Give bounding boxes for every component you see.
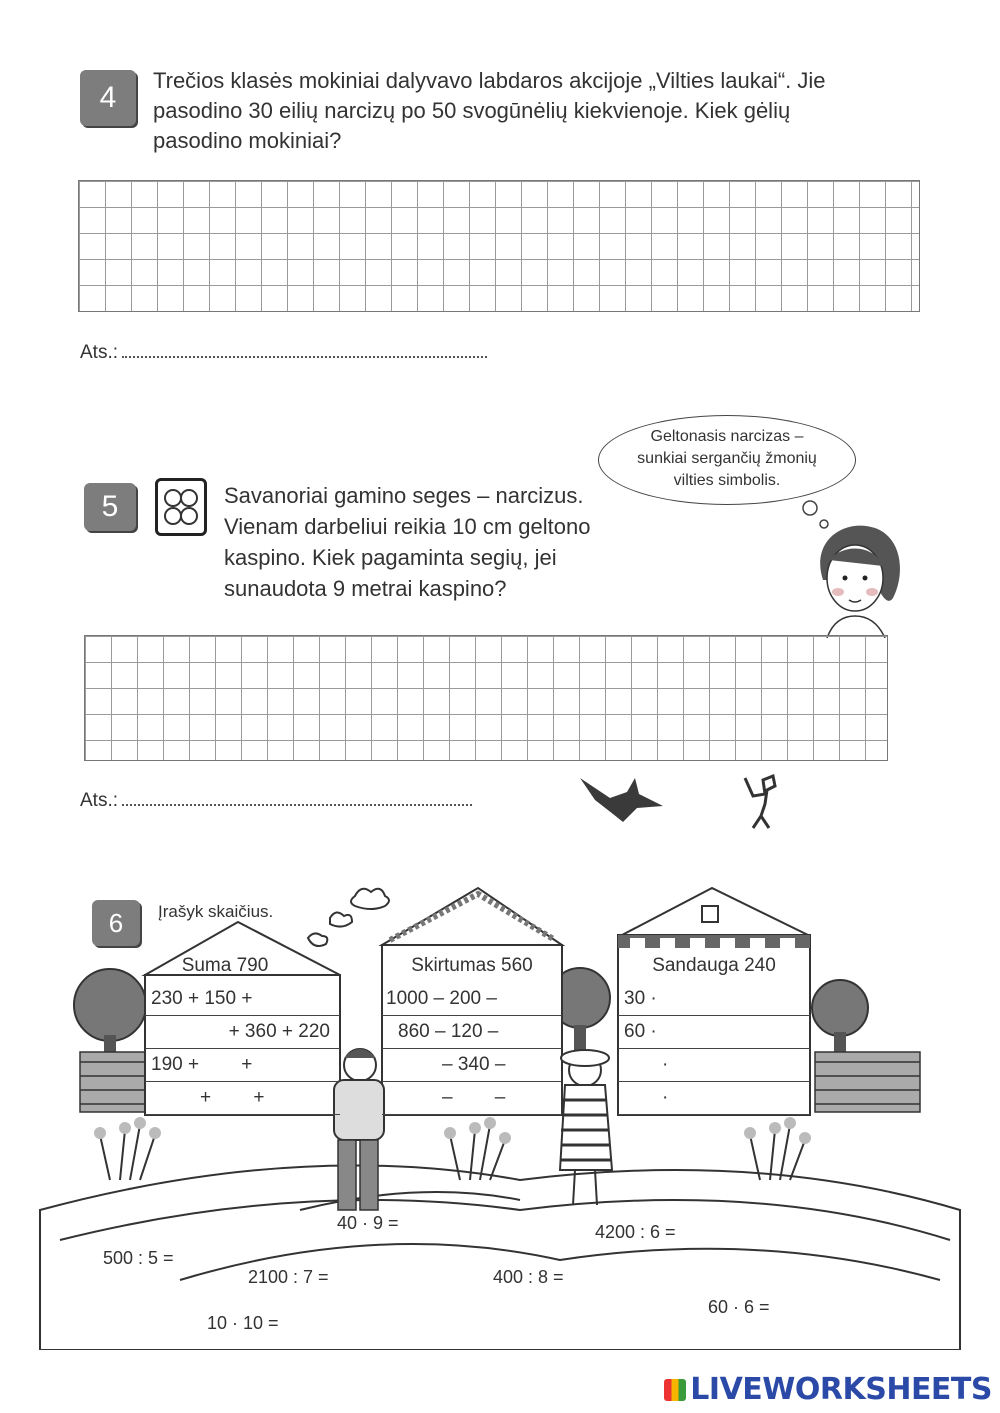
girl-illustration bbox=[805, 520, 905, 643]
task-5-number-badge: 5 bbox=[84, 483, 136, 531]
task-4-answer-grid[interactable] bbox=[78, 180, 920, 312]
task-4-answer-label: Ats.: bbox=[80, 342, 119, 363]
bubble-line-2: sunkiai sergančių žmonių bbox=[637, 450, 817, 467]
house-2-title: Skirtumas 560 bbox=[411, 955, 533, 976]
expression-10x10[interactable]: 10 · 10 = bbox=[207, 1313, 279, 1333]
bubble-line-1: Geltonasis narcizas – bbox=[650, 428, 804, 445]
task-5-text-line-1: Savanoriai gamino seges – narcizus. bbox=[224, 483, 584, 508]
house-2-row-3[interactable]: – 340 – bbox=[382, 1049, 562, 1082]
logo-icon bbox=[664, 1379, 686, 1401]
expression-500div5[interactable]: 500 : 5 = bbox=[103, 1248, 174, 1268]
expression-60x6[interactable]: 60 · 6 = bbox=[708, 1297, 770, 1317]
bubble-line-3: vilties simbolis. bbox=[673, 472, 781, 489]
house-2-row-1[interactable]: 1000 – 200 – bbox=[382, 983, 562, 1016]
expression-400div8[interactable]: 400 : 8 = bbox=[493, 1267, 564, 1287]
house-3-row-4[interactable]: · bbox=[618, 1082, 810, 1115]
task-5-text-line-2: Vienam darbeliui reikia 10 cm geltono bbox=[224, 514, 591, 539]
liveworksheets-logo: LIVEWORKSHEETS bbox=[664, 1372, 992, 1407]
house-1-title: Suma 790 bbox=[181, 955, 269, 976]
expression-4200div6[interactable]: 4200 : 6 = bbox=[595, 1222, 676, 1242]
task-4-text-line-2: pasodino 30 eilių narcizų po 50 svogūnėlių kiekvienoje. Kiek gėlių bbox=[153, 98, 791, 123]
task-4-number-badge: 4 bbox=[80, 70, 136, 126]
house-3-row-3[interactable]: · bbox=[618, 1049, 810, 1082]
task-6-instruction: Įrašyk skaičius. bbox=[158, 902, 274, 921]
task-5-answer-line[interactable] bbox=[80, 790, 472, 812]
task-4-text bbox=[153, 66, 953, 156]
house-2-row-2[interactable]: 860 – 120 – bbox=[382, 1016, 562, 1049]
task-4-text-line-1: Trečios klasės mokiniai dalyvavo labdaros akcijoje „Vilties laukai“. Jie bbox=[153, 68, 826, 93]
group-work-icon bbox=[155, 478, 207, 536]
task-5-text bbox=[224, 480, 644, 604]
task-4-answer-line[interactable] bbox=[80, 342, 487, 364]
house-2-row-4[interactable]: – – bbox=[382, 1082, 562, 1115]
expression-2100div7[interactable]: 2100 : 7 = bbox=[248, 1267, 329, 1287]
bird-figure-illustration bbox=[735, 772, 790, 839]
task-5-text-line-4: sunaudota 9 metrai kaspino? bbox=[224, 576, 507, 601]
bird-illustration bbox=[575, 770, 670, 835]
house-1-row-1[interactable]: 230 + 150 + bbox=[145, 983, 340, 1016]
house-1-row-4[interactable]: + + bbox=[145, 1082, 340, 1115]
task-5-answer-label: Ats.: bbox=[80, 790, 119, 811]
expression-40x9[interactable]: 40 · 9 = bbox=[337, 1213, 399, 1233]
task-5-answer-grid[interactable] bbox=[84, 635, 888, 761]
task-4-text-line-3: pasodino mokiniai? bbox=[153, 128, 342, 153]
house-3-row-1[interactable]: 30 · bbox=[618, 983, 810, 1016]
house-3-row-2[interactable]: 60 · bbox=[618, 1016, 810, 1049]
task-5-text-line-3: kaspino. Kiek pagaminta segių, jei bbox=[224, 545, 557, 570]
task-6-number-badge: 6 bbox=[92, 900, 140, 946]
house-1-row-3[interactable]: 190 + + bbox=[145, 1049, 340, 1082]
house-1-row-2[interactable]: + 360 + 220 bbox=[145, 1016, 340, 1049]
house-3-title: Sandauga 240 bbox=[652, 955, 776, 976]
speech-bubble bbox=[598, 415, 856, 505]
